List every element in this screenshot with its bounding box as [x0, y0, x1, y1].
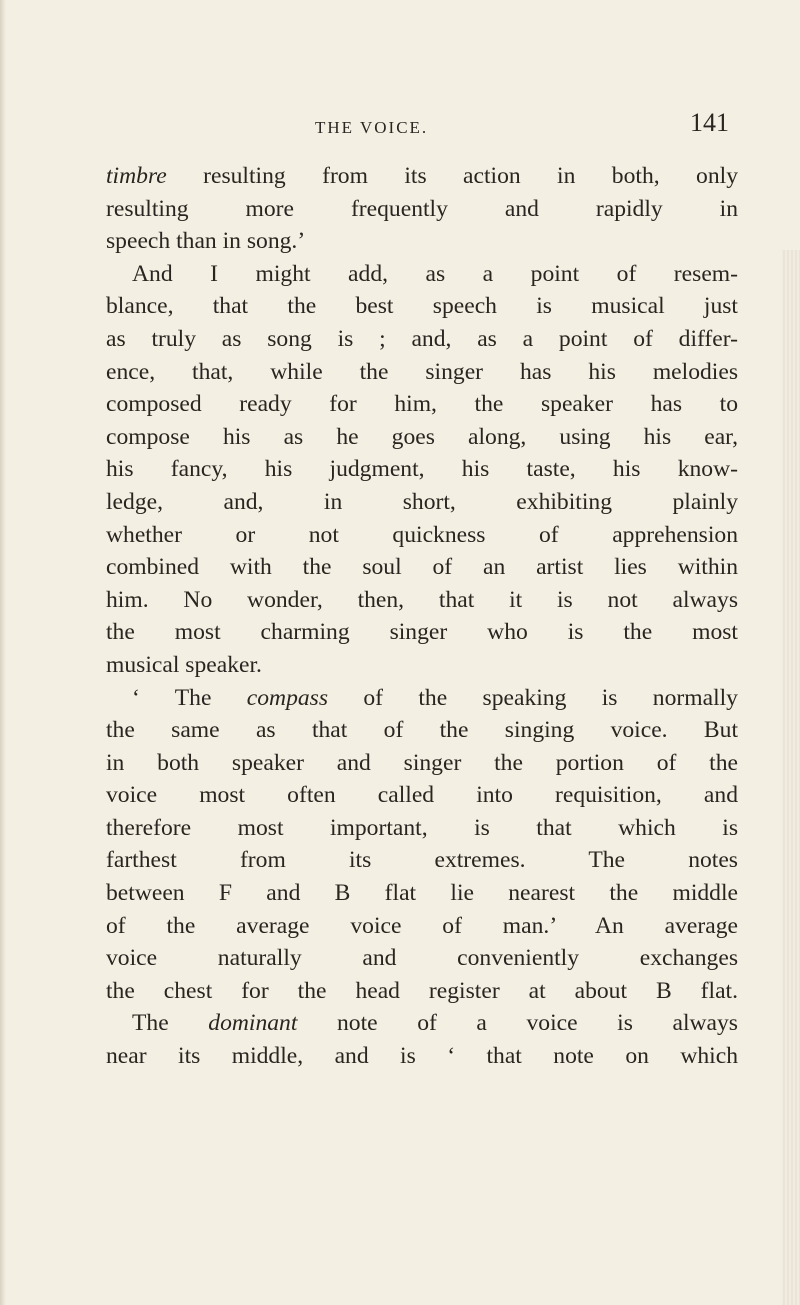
text-line — [106, 877, 738, 910]
text-segment: combined with the soul of an artist lies within — [106, 554, 738, 581]
text-segment: between F and B flat lie nearest the middle — [106, 880, 738, 907]
text-segment: ence, that, while the singer has his melodies — [106, 358, 738, 385]
text-line — [106, 551, 738, 584]
text-segment: the chest for the head register at about B flat. — [106, 977, 738, 1004]
text-segment: speech than in song.’ — [106, 228, 306, 255]
text-segment: composed ready for him, the speaker has to — [106, 391, 738, 418]
text-segment: note of a voice is always — [297, 1010, 738, 1037]
text-segment: his fancy, his judgment, his taste, his know- — [106, 456, 738, 483]
text-line — [106, 225, 738, 258]
text-segment: therefore most important, is that which is — [106, 814, 738, 841]
text-segment: musical speaker. — [106, 651, 262, 678]
text-line — [106, 421, 738, 454]
text-line — [106, 975, 738, 1008]
text-line — [106, 812, 738, 845]
text-line — [106, 258, 738, 291]
text-line — [106, 910, 738, 943]
italic-term: dominant — [208, 1010, 298, 1037]
page-number: 141 — [690, 108, 729, 137]
text-segment: in both speaker and singer the portion of the — [106, 749, 738, 776]
text-segment: of the speaking is normally — [328, 684, 738, 711]
text-segment: voice naturally and conveniently exchanges — [106, 945, 738, 972]
text-segment: of the average voice of man.’ An average — [106, 912, 738, 939]
italic-term: timbre — [106, 163, 167, 189]
text-line — [106, 779, 738, 812]
page-edge-left — [0, 0, 6, 1305]
text-line — [106, 356, 738, 389]
text-line — [106, 323, 738, 356]
body-text — [106, 160, 738, 1073]
text-segment: voice most often called into requisition, and — [106, 782, 738, 809]
page-edge-right — [782, 250, 800, 1305]
text-line — [106, 747, 738, 780]
text-segment: The — [132, 1010, 209, 1037]
text-segment: him. No wonder, then, that it is not always — [106, 586, 738, 613]
text-segment: blance, that the best speech is musical just — [106, 293, 738, 320]
text-segment: near its middle, and is ‘ that note on which — [106, 1043, 738, 1070]
text-line — [106, 193, 738, 226]
text-segment: ledge, and, in short, exhibiting plainly — [106, 488, 738, 515]
text-line — [106, 453, 738, 486]
text-line — [106, 844, 738, 877]
text-line — [106, 616, 738, 649]
text-segment: resulting from its action in both, only — [166, 163, 738, 189]
text-segment: the most charming singer who is the most — [106, 619, 738, 646]
text-line — [106, 682, 738, 715]
text-segment: resulting more frequently and rapidly in — [106, 195, 738, 222]
text-line — [106, 388, 738, 421]
text-segment: compose his as he goes along, using his ear, — [106, 423, 738, 450]
text-segment: the same as that of the singing voice. But — [106, 717, 738, 744]
text-line — [106, 290, 738, 323]
text-line — [106, 519, 738, 552]
text-segment: And I might add, as a point of resem- — [132, 260, 738, 287]
text-segment: whether or not quickness of apprehension — [106, 521, 738, 548]
text-line — [106, 649, 738, 682]
text-segment: ‘ The — [132, 684, 247, 711]
text-segment: as truly as song is ; and, as a point of differ- — [106, 325, 738, 352]
text-line — [106, 584, 738, 617]
text-line — [106, 942, 738, 975]
italic-term: compass — [246, 684, 329, 711]
text-line — [106, 486, 738, 519]
text-line — [106, 160, 738, 193]
running-title: THE VOICE. — [315, 118, 429, 137]
text-segment: farthest from its extremes. The notes — [106, 847, 738, 874]
text-line — [106, 1040, 738, 1073]
text-line — [106, 714, 738, 747]
text-line — [106, 1007, 738, 1040]
